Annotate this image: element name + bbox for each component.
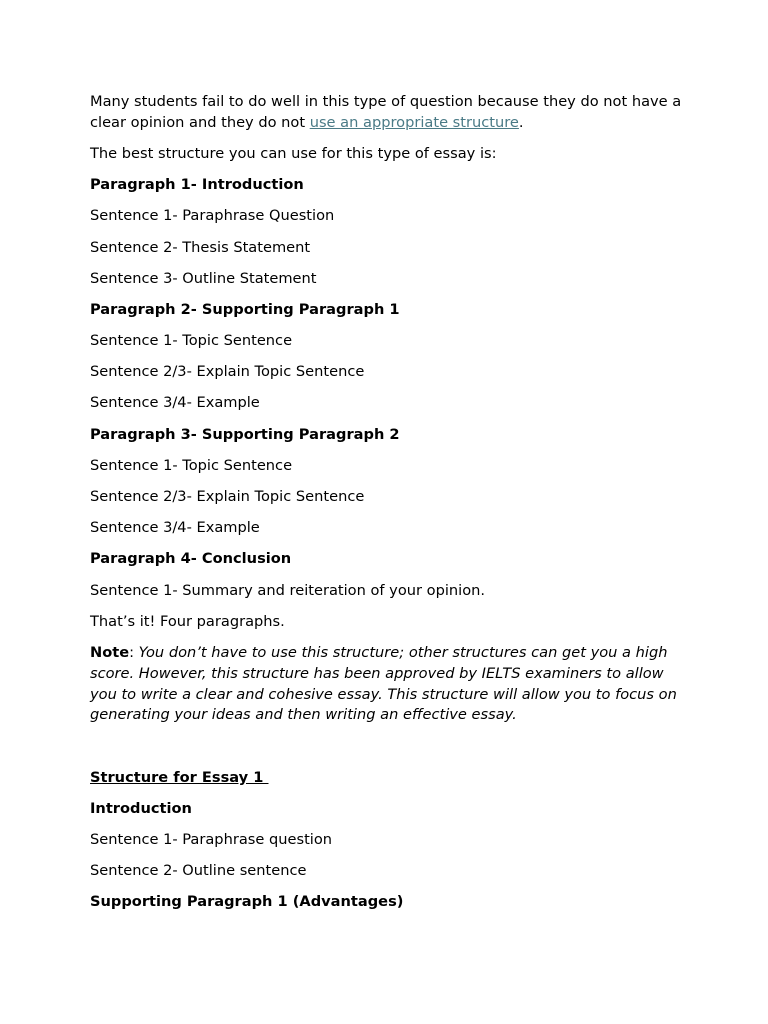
outline-line: Sentence 1- Summary and reiteration of your opinion.: [90, 581, 486, 599]
paragraph-2-heading: Paragraph 2- Supporting Paragraph 1: [90, 300, 400, 318]
paragraph-1-heading: Paragraph 1- Introduction: [90, 176, 304, 194]
essay-1-support-heading: Supporting Paragraph 1 (Advantages): [90, 893, 404, 911]
outline-line: Sentence 1- Topic Sentence: [90, 332, 293, 350]
intro-paragraph: [90, 92, 690, 134]
paragraph-4-heading: Paragraph 4- Conclusion: [90, 550, 292, 568]
note-text: You don’t have to use this structure; other structures can get you a high score. However, this structure has been approved by IELTS examiners to allow you to write a clear and cohesive essay. This structure will allow you to focus on generating your ideas and then writing an effective essay.: [90, 643, 677, 724]
outline-line: Sentence 2/3- Explain Topic Sentence: [90, 488, 365, 506]
outline-line: Sentence 2- Thesis Statement: [90, 238, 311, 256]
best-structure-text: The best structure you can use for this type of essay is:: [90, 144, 497, 162]
essay-1-title: Structure for Essay 1: [90, 768, 269, 786]
note-label: Note: [90, 643, 130, 661]
appropriate-structure-link[interactable]: use an appropriate structure: [309, 113, 519, 131]
essay-1-intro-heading: Introduction: [90, 799, 192, 817]
spacer: [90, 737, 690, 768]
note-separator: :: [129, 643, 135, 661]
essay-1-line: Sentence 1- Paraphrase question: [90, 830, 333, 848]
note-paragraph: [90, 643, 690, 726]
outline-line: Sentence 1- Paraphrase Question: [90, 207, 335, 225]
summary-text: That’s it! Four paragraphs.: [90, 612, 285, 630]
document-body: [90, 92, 690, 924]
outline-line: Sentence 3/4- Example: [90, 394, 260, 412]
essay-1-line: Sentence 2- Outline sentence: [90, 862, 307, 880]
outline-line: Sentence 3/4- Example: [90, 519, 260, 537]
intro-period: .: [518, 113, 524, 131]
paragraph-3-heading: Paragraph 3- Supporting Paragraph 2: [90, 425, 400, 443]
intro-text: Many students fail to do well in this type of question because they do not have a clear opinion and they do not: [90, 93, 682, 131]
outline-line: Sentence 1- Topic Sentence: [90, 456, 293, 474]
outline-line: Sentence 3- Outline Statement: [90, 269, 317, 287]
outline-line: Sentence 2/3- Explain Topic Sentence: [90, 363, 365, 381]
